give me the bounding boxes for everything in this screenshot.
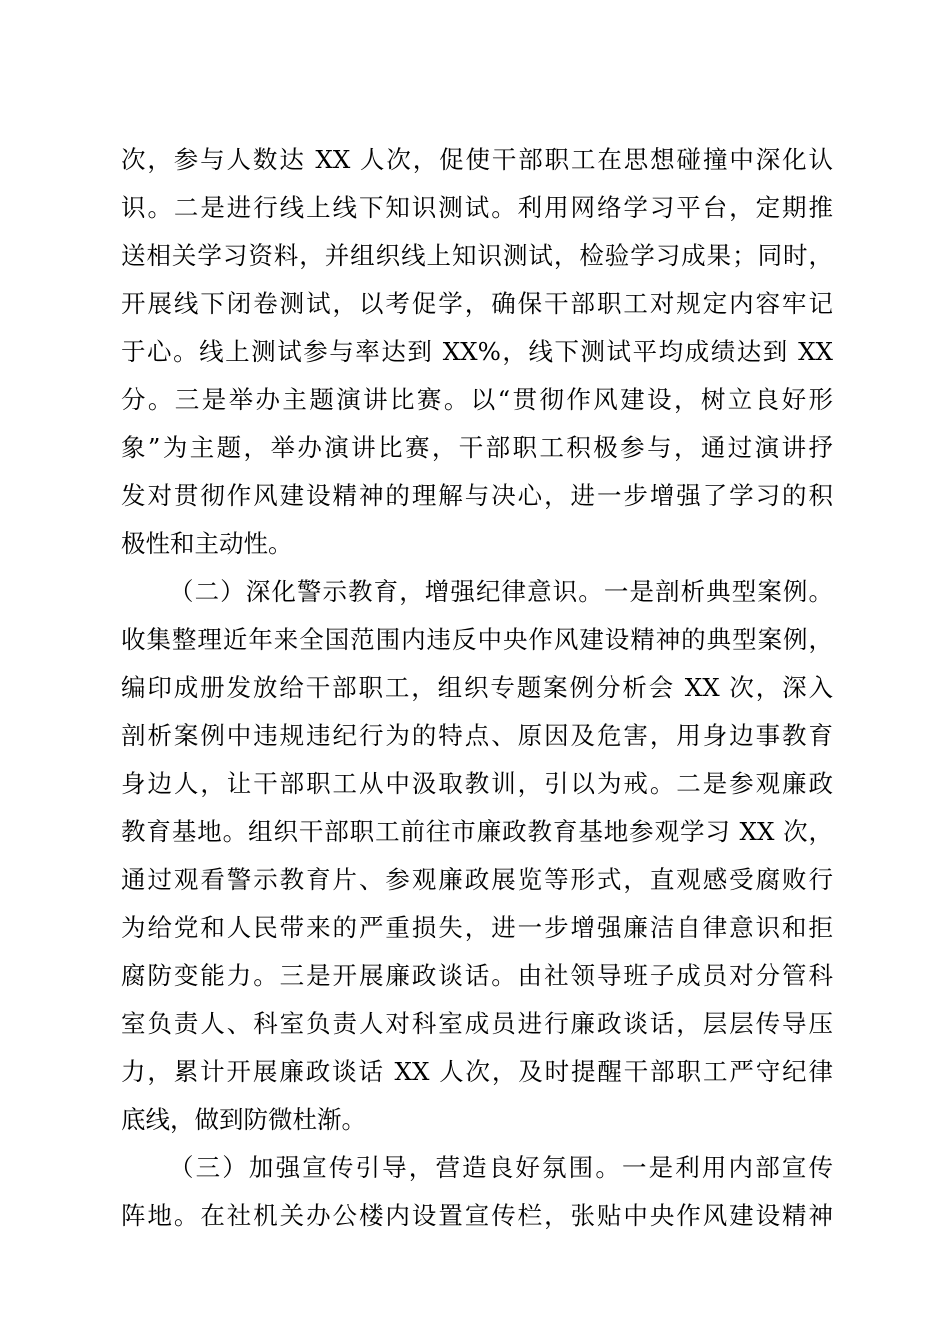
text-line: 发对贯彻作风建设精神的理解与决心，进一步增强了学习的积 — [121, 481, 833, 510]
section-heading-line: （三）加强宣传引导，营造良好氛围。一是利用内部宣传 — [169, 1153, 833, 1182]
text-line: 象”为主题，举办演讲比赛，干部职工积极参与，通过演讲抒 — [121, 433, 833, 462]
text-line: 识。二是进行线上线下知识测试。利用网络学习平台，定期推 — [121, 193, 833, 222]
text-line: 收集整理近年来全国范围内违反中央作风建设精神的典型案例， — [121, 625, 833, 654]
text-line: 剖析案例中违规违纪行为的特点、原因及危害，用身边事教育 — [121, 721, 833, 750]
text-line: 送相关学习资料，并组织线上知识测试，检验学习成果；同时， — [121, 241, 833, 270]
text-line: 极性和主动性。 — [121, 529, 293, 558]
text-line: 身边人，让干部职工从中汲取教训，引以为戒。二是参观廉政 — [121, 769, 833, 798]
text-line: 教育基地。组织干部职工前往市廉政教育基地参观学习 XX 次， — [121, 817, 833, 846]
text-line: 通过观看警示教育片、参观廉政展览等形式，直观感受腐败行 — [121, 865, 833, 894]
text-line: 次，参与人数达 XX 人次，促使干部职工在思想碰撞中深化认 — [121, 145, 833, 174]
text-line: 室负责人、科室负责人对科室成员进行廉政谈话，层层传导压 — [121, 1009, 833, 1038]
text-line: 为给党和人民带来的严重损失，进一步增强廉洁自律意识和拒 — [121, 913, 833, 942]
text-line: 分。三是举办主题演讲比赛。以“贯彻作风建设，树立良好形 — [121, 385, 833, 414]
text-line: 开展线下闭卷测试，以考促学，确保干部职工对规定内容牢记 — [121, 289, 833, 318]
text-line: 力，累计开展廉政谈话 XX 人次，及时提醒干部职工严守纪律 — [121, 1057, 833, 1086]
text-line: 腐防变能力。三是开展廉政谈话。由社领导班子成员对分管科 — [121, 961, 833, 990]
text-line: 于心。线上测试参与率达到 XX%，线下测试平均成绩达到 XX — [121, 337, 833, 366]
section-heading-line: （二）深化警示教育，增强纪律意识。一是剖析典型案例。 — [169, 577, 833, 606]
text-line: 底线，做到防微杜渐。 — [121, 1105, 366, 1134]
text-line: 阵地。在社机关办公楼内设置宣传栏，张贴中央作风建设精神 — [121, 1201, 833, 1230]
text-line: 编印成册发放给干部职工，组织专题案例分析会 XX 次，深入 — [121, 673, 833, 702]
